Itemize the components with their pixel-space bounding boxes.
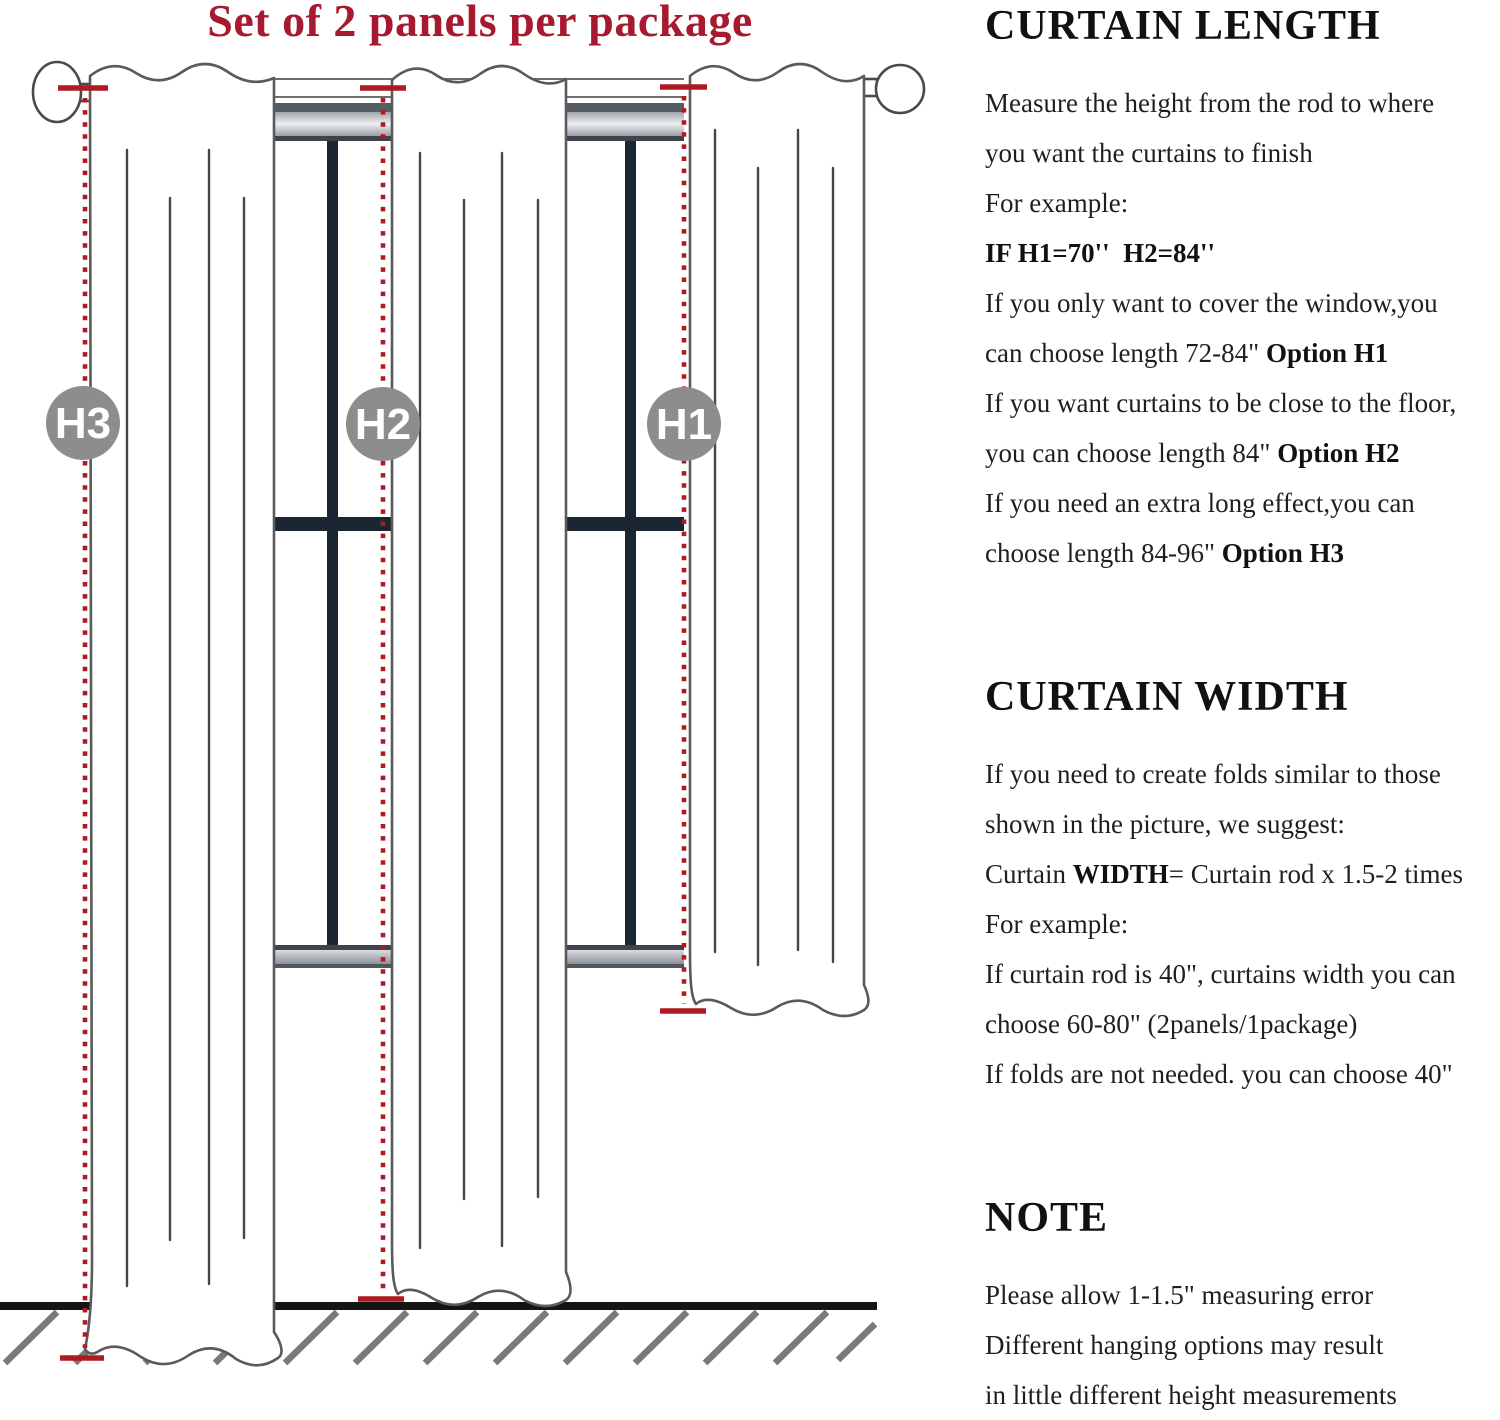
text-line: If you need to create folds similar to those [985,759,1441,789]
window-mullion [327,141,338,947]
curtain-panel-h3 [85,64,281,1365]
text-line: you can choose length 84" Option H2 [985,438,1400,468]
section-heading: CURTAIN WIDTH [985,674,1349,720]
badge-h2-label: H2 [354,400,412,449]
badge-h1-label: H1 [655,400,713,449]
text-line: If you want curtains to be close to the floor, [985,388,1457,418]
section-body [985,78,1500,578]
section-body [985,1270,1500,1420]
text-line: If you need an extra long effect,you can [985,488,1415,518]
section-heading: NOTE [985,1195,1109,1241]
text-line: For example: [985,188,1129,218]
text-line: IF H1=70'' H2=84'' [985,238,1216,268]
text-line: choose length 84-96" Option H3 [985,538,1345,568]
section-curtain-width [985,673,1500,1099]
section-curtain-length [985,2,1500,578]
diagram-title: Set of 2 panels per package [207,0,753,46]
curtain-panel-h2 [392,66,571,1306]
section-body [985,749,1500,1099]
curtain-panel-h1 [690,64,869,1016]
text-line: choose 60-80" (2panels/1package) [985,1009,1358,1039]
section-note [985,1194,1500,1420]
rod-finial-right [876,65,924,113]
text-line: If you only want to cover the window,you [985,288,1438,318]
badge-h3-label: H3 [54,399,112,448]
text-line: shown in the picture, we suggest: [985,809,1345,839]
text-line: Please allow 1-1.5" measuring error [985,1280,1374,1310]
text-line: Curtain WIDTH= Curtain rod x 1.5-2 times [985,859,1463,889]
text-line: Measure the height from the rod to where [985,88,1435,118]
rod-finial-left [33,62,81,122]
section-heading: CURTAIN LENGTH [985,3,1381,49]
text-line: For example: [985,909,1129,939]
window-mullion [625,141,636,947]
text-line: Different hanging options may result [985,1330,1384,1360]
text-line: If folds are not needed. you can choose 40" [985,1059,1453,1089]
text-line: in little different height measurements [985,1380,1397,1410]
text-line: If curtain rod is 40", curtains width you can [985,959,1456,989]
info-column [985,0,1500,1413]
text-line: can choose length 72-84" Option H1 [985,338,1389,368]
text-line: you want the curtains to finish [985,138,1313,168]
